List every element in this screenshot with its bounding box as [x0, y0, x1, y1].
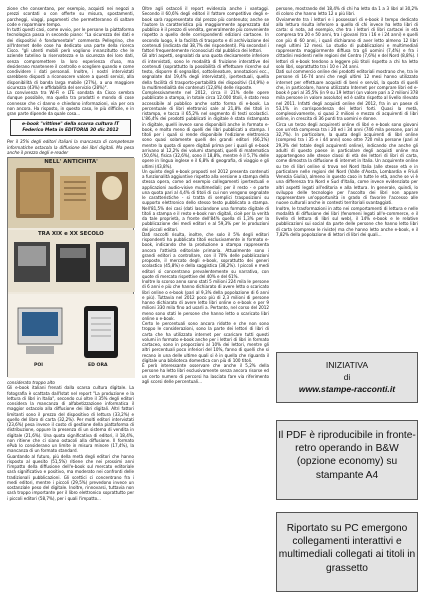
pc-info-text: Riportato su PC emergono collegamenti interattivi e multimediali collegati ai titoli in grassetto [278, 523, 416, 574]
paragraph: È però interessante osservare che anche il 5,2% della persone ha letto libri esclusivamente senza ancora risorse ed un certo numero di percorsi ha lasciato fare via riferimento agli scorsi delle percentuali... [142, 363, 269, 384]
article-column-1 [7, 6, 134, 501]
paragraph: Guardando al futuro, più della metà degli editori che hanno risposto al quesito (51,5%) ritiene che nei prossimi anni l'impatto della diffusione dell'e-book sul mercato editoriale sarà significativo e positivo, ma moderato nei confronti delle tradizionali pubblicazioni. Gli scettici ci concentrano fra i medi editori, mentre i piccoli (29,5%) prevedono invece un sostanziale peso del digitale. Inoltre, rinnovarsi, tuttavia non sarà troppo importante per il libro elettronico soprattutto per i piccoli editori (58,7%), per i quali l'impatto... [7, 453, 134, 501]
article-headline-link[interactable]: e-book "vittime" della scarsa cultura IT Federico Meta in EDITORIA 30 dic 2012 [22, 122, 119, 133]
paragraph: Complessivamente nel 2012, circa il 21% delle opere pubblicate a stampa, in totale circa 12.000 titoli, è stato reso accessibile al pubblico anche sotto forma di e-book. La percentuale di libri elettronici sale al 21,8% dei titoli in ristampa, e tocca il 65,2% nel segmento di testi scolastici. L'86,4% dei prodotti pubblicati in digitale è stata ristampata in digitale, quelli invece sono disponibili anche in formato e-book, e molto meno di quelli dei libri pubblicati a stampa. I titoli per i quali si rende disponibile l'edizione elettronica sono quasi solamente quelli dei grandi editori (66,1%) mentre la quota di opere digitali prima per i quali gli e-book arrivano al 12,2% dei volumi stampati, quelli di matematica (50,6%), fisica (32,6%), sono il 18,8%, mentre è il 5,7% delle opere in lingua inglese e il 6,8% di geografia, di viaggio e gli ultimi (43,8%). [142, 90, 269, 169]
paragraph: Inoltre lo scorso anno sono stati 5 milioni 224 mila le persone di 6 anni e più che hanno dichiarato di avere letto o scaricato libri online o e-book (pari al 9,3% della popolazione di 6 anni e più). Tuttavia nel 2012 poco più di 2,3 milioni di persone hanno dichiarato di avere letto libri online o e-book e per 9 milioni 330 mila fino ad usarli a. Pertanto, nel corso del 2012 meno sono stati le persone che hanno letto o scaricato libri online o e-book. [142, 279, 269, 321]
paragraph: In tutti questi casi, come ovvio, per le persone la piattaforma tecnologica passa in secondo piano: "La sicurezza dei dati e dei dispositivi è fondamentale" commenta Pellegrino, che all'Internet delle cose ha dedicato una parte della ricerca Cisco. "gli utenti mobili però vogliono innanzitutto che le aziende tutelino la riservatezza e la sicurezza dei loro dati, senza compromettere la loro esperienza d'uso, ma desiderano mantenere il controllo e scegliere quando e come condividere i dati personali. Inoltre, i nostri intervistati sarebbero disposti a riconoscere valore a questi servizi, alla disponibilità di banda larga mobile (27%), a una maggiore sicurezza (43%) e affidabilità del servizio (28%)". [7, 27, 134, 90]
article-column-3 [276, 6, 418, 237]
paragraph: zione che consentano, per esempio, acquisti nei negozi a prezzi scontati o con offerte su misura, spostamenti, parcheggi, viaggi, pagamenti che permetteranno di saltare code e risparmiare tempo. [7, 6, 134, 27]
article-lead: Per il 35% degli editori italiani la mancanza di competenze informatiche ostacola la diffusione dei libri digitali. Ma pesa anche il prezzo degli e-reader [7, 139, 134, 155]
paragraph: Gli altri aspetti, segnalati da una quota decisamente inferiore di intervistati, sono le modalità di fruizione interattive dei contenuti (soprattutto la possibilità di effettuare ricerche sul testo, disporre di segnalibri, sottolineature, annotazioni ecc., segnalate dal 19,4% degli intervistati), ipertestuali, quella della facilità di trasporto-portabilità dei dispositivi (14,9%) e la multimedialità dei contenuti (12,8%) delle risposte. [142, 53, 269, 90]
print-info-box [276, 420, 418, 500]
initiative-label: INIZIATIVA [325, 360, 369, 370]
evolution-of-reading-illustration [7, 157, 134, 377]
illustration-graphic [8, 158, 135, 378]
article-headline-box[interactable] [10, 119, 131, 136]
paragraph: Dati sul commercio online dei prodotti editoriali mostrano che, tra le persone di 16-74 anni che negli ultimi 12 mesi hanno utilizzato internet per effettuare acquisti di beni e servizi, la quota di quelli che, in particolare, hanno utilizzato Internet per comprare libri ed e-book è pari al 35,5% (in 9 su 19 lettori (un valore pari a 2 milioni 378 mila persone in valore assoluto) ed è salito rispetto al livello rilevato nel 2011. Infatti degli acquisti online del 2012, fra in un paese di 53,1% in corrispondenza dei lettori forti. Quasi la metà, complessivamente, si quasi 2 milioni e mezzo di acquirenti di libri online, in crescita di 36 punti tra uomini e donne. [276, 69, 418, 122]
paragraph: Gli e-book italiani frenati dalla scarsa cultura digitale. La fotografia è scattata dall'Istat nel report "La produzione e la lettura di libri in Italia", secondo cui oltre il 35% degli editori considera la mancanza di alfabetizzazione informatica il maggior ostacolo alla diffusione dei libri digitali. Altri fattori limitanti sono il prezzo del dispositivo di lettura (33,2%) e quello del libro di carta (32,2%). Per molti editori intervistati (23,6%) pesa invece il costo di gestione della piattaforma di distribuzione, oppure la presenza di un sistema di vendita in digitale (21,6%). Una quota significativa di editori, il 18,4%, non ritiene che ci siano ostacoli alla diffusione. Il formato ePub lo considerano un limite in misura minore (17,4%), la mancanza di un formato standard. [7, 385, 134, 454]
paragraph: Un quinto degli e-book proposti nel 2012 presenta contenuti a funzionalità aggiuntive rispetto alla versione a stampa della stessa opera, come ad esempio collegamenti ipertestuali e applicazioni audio-visive multimediali; per il resto - e parte una quota pari al 4,4% di titoli di cui non vengono segnalate le caratteristiche - si tratta di semplici trasposizioni su supporto elettronico dello stesso testo pubblicato a stampa. Nell'81,5% dei casi (dati lasciandone una formato digitale di titoli a stampa e il resto e-book non digitali, cioè per la verità da tale proprietà, a fronte dell'84% quella di 1,3% per la pubblicazione dei medi editori e al 59,3% per le produzioni dei piccoli editori. [142, 168, 269, 232]
illustration-label-poi: POI [34, 363, 43, 369]
illustration-caption: considerato troppo alto [7, 380, 55, 386]
illustration-label-ed-ora: ED ORA [88, 363, 108, 369]
illustration-label-xix-xx: TRA XIX e XX SECOLO [38, 231, 104, 238]
paragraph: La convivenza tra Wi-Fi e LTE sondata da Cisco sembra dunque possibile, ma quella tra prodotti e mondo di cose connesse che ci danno e chiedono informazioni, via per ora non ancora. Ha risposto, in questo caso, le più difficile, e in gran parte dipende da quale cosa... [7, 90, 134, 116]
print-info-text: Il PDF è riproducibile in fronte-retro operando in B&W (opzione economy) su stampante A4 [278, 430, 416, 481]
paragraph: Circa un terzo degli acquirenti online di libri e e-book sono giovani con un'età compresa tra i 20 ed i 34 anni (746 mila persone, pari al 32,7%). In particolare, la quota degli acquirenti di libri online (compresi tra i 35 e i 44 anni) sono oltre 720 mila persone (pari al 29,3% del totale degli acquirenti online), indicando che anche gli adulti di questo paese in particolare degli acquisti online ma appartengono alle stesse classi di età dei lettori di libri di carta, come dimostra la diffusione di internet in Italia. Un acquirente online su tre di libri online si trova nel Nord Italia (alle stesse età e in particolare nelle regioni del Nord (Valle d'Aosta, Lombardia e Friuli Venezia Giulia), almeno in questo caso in tutte le età, anche se vi è una differenza tra Nord e Sud d'Italia, come invece evidenziato per altri aspetti legati all'editoria e alla lettura. In generale, quindi, lo sviluppo delle tecnologie per l'ascolto dei libri non appare rappresentare un'opportunità in grado di favorire l'accesso alle nuove culturali anche in contesti territoriali svantaggiati. [276, 121, 418, 206]
initiative-box [276, 352, 418, 403]
illustration-title: NELL' ANTICHITA' [44, 159, 98, 166]
paragraph: Oltre agli ostacoli il report evidenzia anche i vantaggi. Secondo il 60,6% degli editori il fattore competitivo degli e-book sarà rappresentato dal prezzo più contenuto; anche se l'autore la caratteristica più maggiormente apprezzata dal pubblico è il prezzo di vendita, generalmente più conveniente rispetto a quello delle corrispondenti edizioni cartacee. In secondo luogo, è la facilità di trasporto e di archiviazione dei contenuti (indicata dal 38,7% dei rispondenti). Più secondari i fattori frequentemente riconosciuti dal pubblico dei lettori. [142, 6, 269, 53]
paragraph: Ovviamente tra i lettori e i possessori di e-book il tempo dedicato alla lettura risulta inferiore a quello di chi invece ha letto libri di carta: si nota, ad esempio, che tra i lettori di libri cartacei in età compresa tra 20 e 50 anni, tra i giovani (tra i 16 e i 24 anni) e quelli con più di 60 anni, i quali dichiarano di aver letto almeno 12 libri negli ultimi 12 mesi. Lo studio di pubblicazioni e multimediali rappresenta maggiormente diffusa tra gli uomini (7,4%) e fra i cittadini residenti nelle regioni del Centro (7,6%) e del Nord (8,8%). I lettori di e-book tendono a leggere più titoli rispetto a chi ha letto solo libri, soprattutto tra i 10 e i 24 anni. [276, 16, 418, 69]
pc-info-box [276, 512, 418, 592]
paragraph: persone, mostrando del 18,4% di chi ha letto da 1 a 3 libri al 30,2% di coloro che hanno letto 12 o più libri. [276, 6, 418, 17]
initiative-di: di [343, 372, 351, 382]
website-link[interactable]: www.stampe-racconti.it [298, 384, 396, 394]
paragraph: Dati raccolti risulta, inoltre, che solo il 5% degli editori rispondenti ha pubblicato titoli esclusivamente in formato e-book, indicando che la produzione a stampa rappresenta ancora l'attività editoriale primaria. Attualmente sono i grandi editori a controllare, con il 70% delle pubblicazioni proposte, il mercato degli e-book, soprattutto dei generi scolastico (45,8%) e della saggistica (38,2%). I piccoli e medi editori si concentrano prevalentemente su narrativa, con quote di mercato rispettive del 40% e del 61%. [142, 231, 269, 279]
paragraph: Certo le percentuali sono ancora ridotte e che non sono troppo le considerazioni, sono la parte dei lettori di libri di carta che ha utilizzato internet per scaricare tutti questi volumi in formato e-book anche per i lettori di libri in formato cartaceo, sono in proporzioni al 10% dei lettori, mentre gli altri percentuali poco inferiori del 10%, fanno di quelli che si recano in una delle ultime quali si è in quella che riguarda il digitale una biblioteca domestica con più di 100 titoli. [142, 321, 269, 363]
article-column-2 [142, 6, 269, 384]
paragraph: Inoltre, le trasformazioni in atto nei comportamenti di lettura e nelle modalità di diffusione dei libri (fenomeni legati all'e-commerce, e il livello di lettura di libri sul web), il 14% e-book e le relative pubblicazioni sui social da parte delle persone che hanno letto libri di carta (comprese le riviste) ma che hanno letto anche e-book, e il 7,82% della popolazione di lettori di libri dei quali... [276, 205, 418, 237]
